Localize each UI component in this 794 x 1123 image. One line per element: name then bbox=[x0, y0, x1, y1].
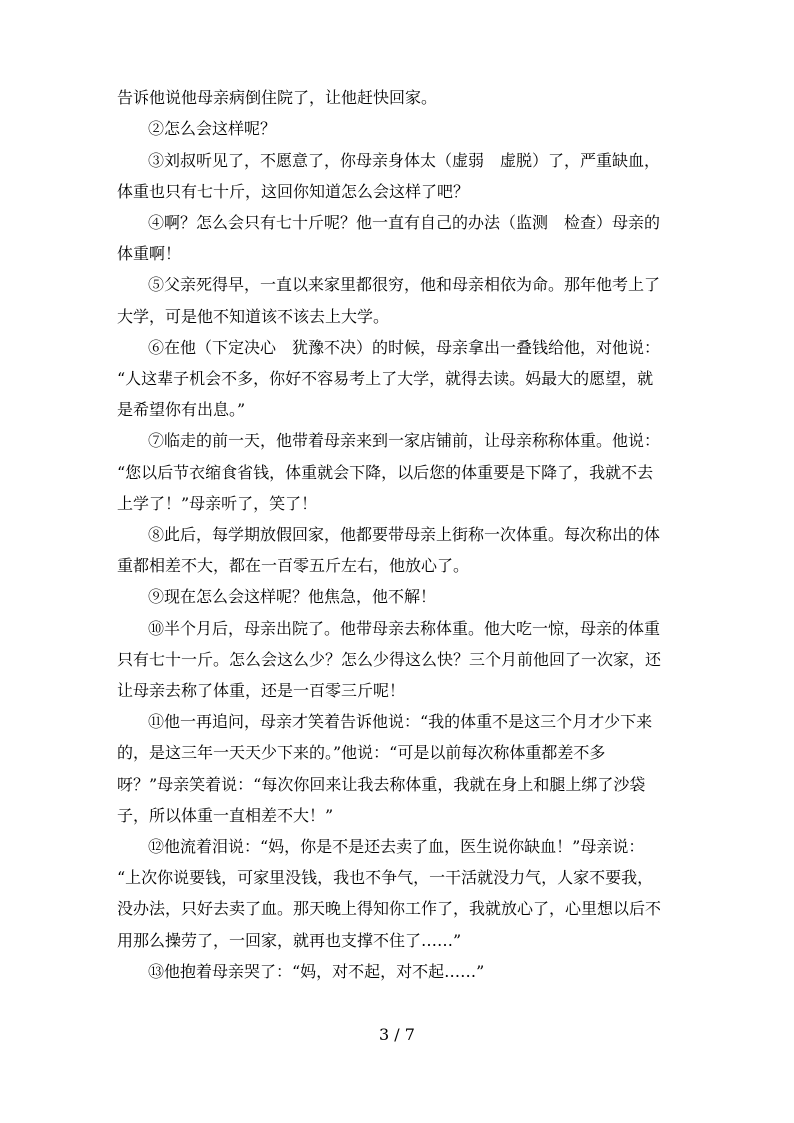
text-line: ⑪他一再追问，母亲才笑着告诉他说：“我的体重不是这三个月才少下来 bbox=[148, 712, 653, 731]
text-line: 没办法，只好去卖了血。那天晚上得知你工作了，我就放心了，心里想以后不 bbox=[117, 899, 662, 918]
text-line: 告诉他说他母亲病倒住院了，让他赶快回家。 bbox=[117, 88, 438, 107]
text-line: ③刘叔听见了，不愿意了，你母亲身体太（虚弱 虚脱）了，严重缺血， bbox=[148, 151, 661, 170]
text-line: ⑬他抱着母亲哭了：“妈，对不起，对不起……” bbox=[148, 962, 485, 981]
page-number: 3 / 7 bbox=[379, 1025, 415, 1044]
text-line: 大学，可是他不知道该不该去上大学。 bbox=[117, 307, 390, 326]
text-line: ⑫他流着泪说：“妈，你是不是还去卖了血，医生说你缺血！”母亲说： bbox=[148, 837, 645, 856]
text-line: 体重啊！ bbox=[117, 244, 182, 263]
text-line: ④啊？怎么会只有七十斤呢？他一直有自己的办法（监测 检查）母亲的 bbox=[148, 213, 661, 232]
text-line: 重都相差不大，都在一百零五斤左右，他放心了。 bbox=[117, 556, 470, 575]
text-line: ⑨现在怎么会这样呢？他焦急，他不解！ bbox=[148, 587, 437, 606]
text-line: “人这辈子机会不多，你好不容易考上了大学，就得去读。妈最大的愿望，就 bbox=[117, 369, 654, 388]
text-line: ⑦临走的前一天，他带着母亲来到一家店铺前，让母亲称称体重。他说： bbox=[148, 431, 661, 450]
text-line: “上次你说要钱，可家里没钱，我也不争气，一干活就没力气，人家不要我， bbox=[117, 868, 654, 887]
text-line: 体重也只有七十斤，这回你知道怎么会这样了吧？ bbox=[117, 182, 470, 201]
text-line: 上学了！”母亲听了，笑了！ bbox=[117, 494, 318, 513]
text-line: ⑩半个月后，母亲出院了。他带母亲去称体重。他大吃一惊，母亲的体重 bbox=[148, 619, 661, 638]
text-line: 让母亲去称了体重，还是一百零三斤呢！ bbox=[117, 681, 406, 700]
text-line: 的，是这三年一天天少下来的。”他说：“可是以前每次称体重都差不多 bbox=[117, 743, 606, 762]
text-line: 子，所以体重一直相差不大！” bbox=[117, 806, 334, 825]
text-line: 只有七十一斤。怎么会这么少？怎么少得这么快？三个月前他回了一次家，还 bbox=[117, 650, 662, 669]
text-line: ②怎么会这样呢？ bbox=[148, 119, 277, 138]
text-line: ⑤父亲死得早，一直以来家里都很穷，他和母亲相依为命。那年他考上了 bbox=[148, 275, 661, 294]
text-line: 是希望你有出息。” bbox=[117, 400, 246, 419]
text-line: “您以后节衣缩食省钱，体重就会下降，以后您的体重要是下降了，我就不去 bbox=[117, 463, 654, 482]
text-line: ⑧此后，每学期放假回家，他都要带母亲上街称一次体重。每次称出的体 bbox=[148, 525, 661, 544]
text-line: 用那么操劳了，一回家，就再也支撑不住了……” bbox=[117, 931, 462, 950]
text-line: ⑥在他（下定决心 犹豫不决）的时候，母亲拿出一叠钱给他，对他说： bbox=[148, 338, 661, 357]
text-line: 呀？”母亲笑着说：“每次你回来让我去称体重，我就在身上和腿上绑了沙袋 bbox=[117, 775, 646, 794]
